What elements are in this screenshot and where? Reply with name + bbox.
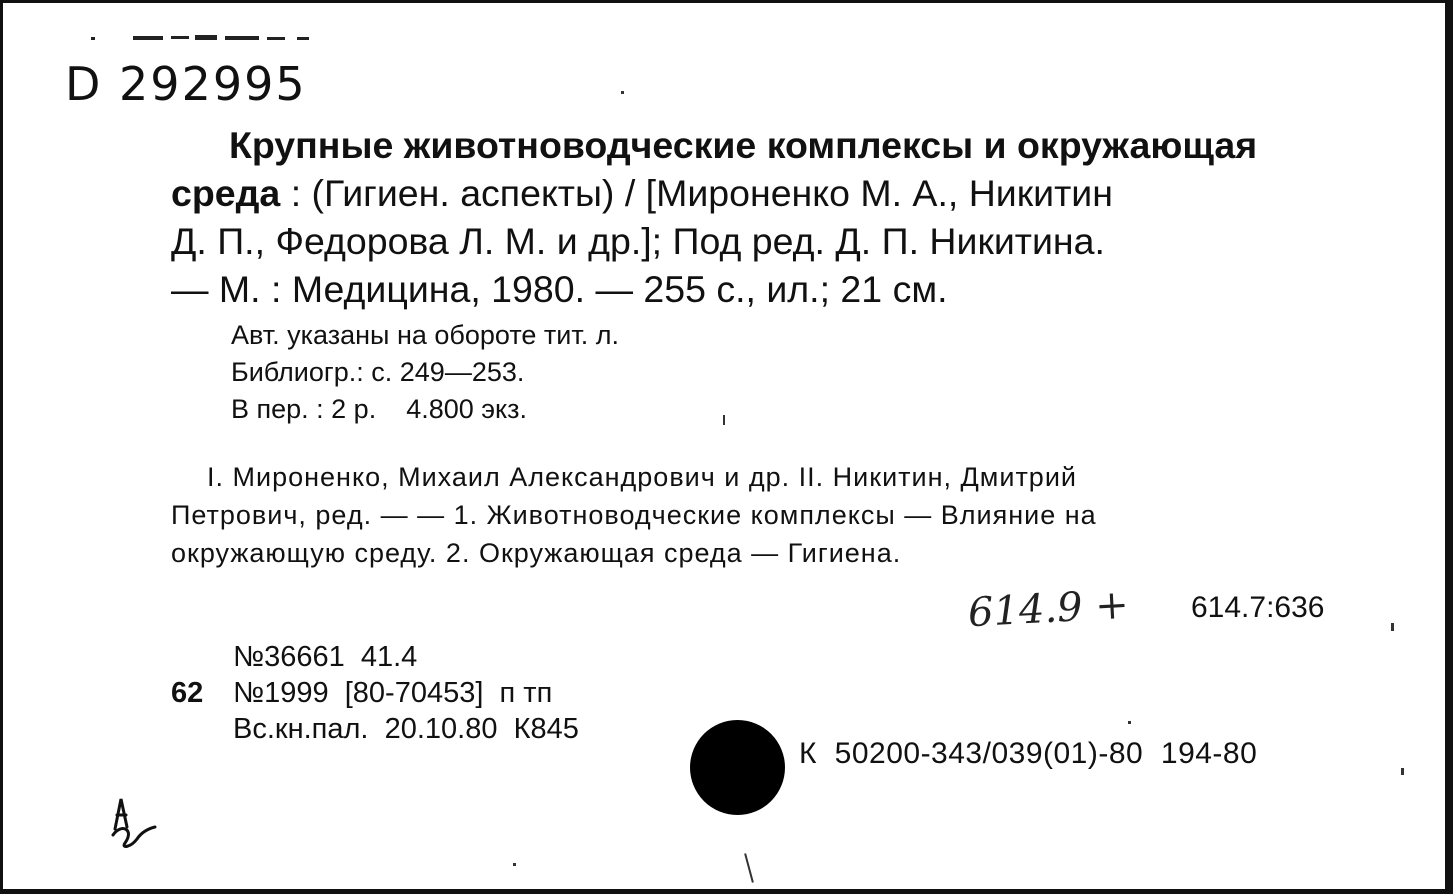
title-line: — М. : Медицина, 1980. — 255 с., ил.; 21 см. — [171, 268, 948, 310]
scan-mark — [513, 863, 516, 866]
scan-noise — [91, 33, 321, 43]
registry-line: 62 №1999 [80-70453] п тп — [171, 677, 553, 709]
scan-mark — [723, 415, 725, 425]
scan-mark — [1391, 623, 1394, 631]
note-line: Авт. указаны на обороте тит. л. — [231, 320, 619, 350]
registry-block — [171, 639, 579, 747]
tracings — [171, 458, 1351, 572]
bibliographic-description — [171, 121, 1351, 313]
handwritten-classification: 614.9 + — [966, 581, 1130, 637]
scan-mark — [621, 91, 624, 94]
scan-mark — [744, 853, 754, 882]
title-line: Крупные животноводческие комплексы и окружающая — [229, 124, 1258, 166]
call-number: D 292995 — [65, 57, 307, 111]
registry-line: Вс.кн.пал. 20.10.80 К845 — [233, 713, 579, 745]
note-line: Библиогр.: с. 249—253. — [231, 357, 525, 387]
punch-hole — [690, 720, 785, 815]
notes — [231, 317, 619, 428]
note-line: В пер. : 2 р. 4.800 экз. — [231, 394, 528, 424]
udc-code: 614.7:636 — [1191, 591, 1325, 624]
title-line: Д. П., Федорова Л. М. и др.]; Под ред. Д. П. Никитина. — [171, 220, 1105, 262]
handwritten-mark-icon — [107, 793, 167, 853]
order-code: К 50200-343/039(01)-80 194-80 — [799, 737, 1258, 770]
tracing-line: Петрович, ред. — — 1. Животноводческие комплексы — Влияние на — [171, 500, 1097, 530]
registry-line: №36661 41.4 — [233, 641, 418, 673]
title-line: среда : (Гигиен. аспекты) / [Мироненко М. А., Никитин — [171, 172, 1113, 214]
scan-mark — [1128, 721, 1131, 724]
tracing-line: I. Мироненко, Михаил Александрович и др. II. Никитин, Дмитрий — [207, 462, 1077, 492]
tracing-line: окружающую среду. 2. Окружающая среда — Гигиена. — [171, 538, 902, 568]
scan-mark — [1401, 768, 1404, 775]
